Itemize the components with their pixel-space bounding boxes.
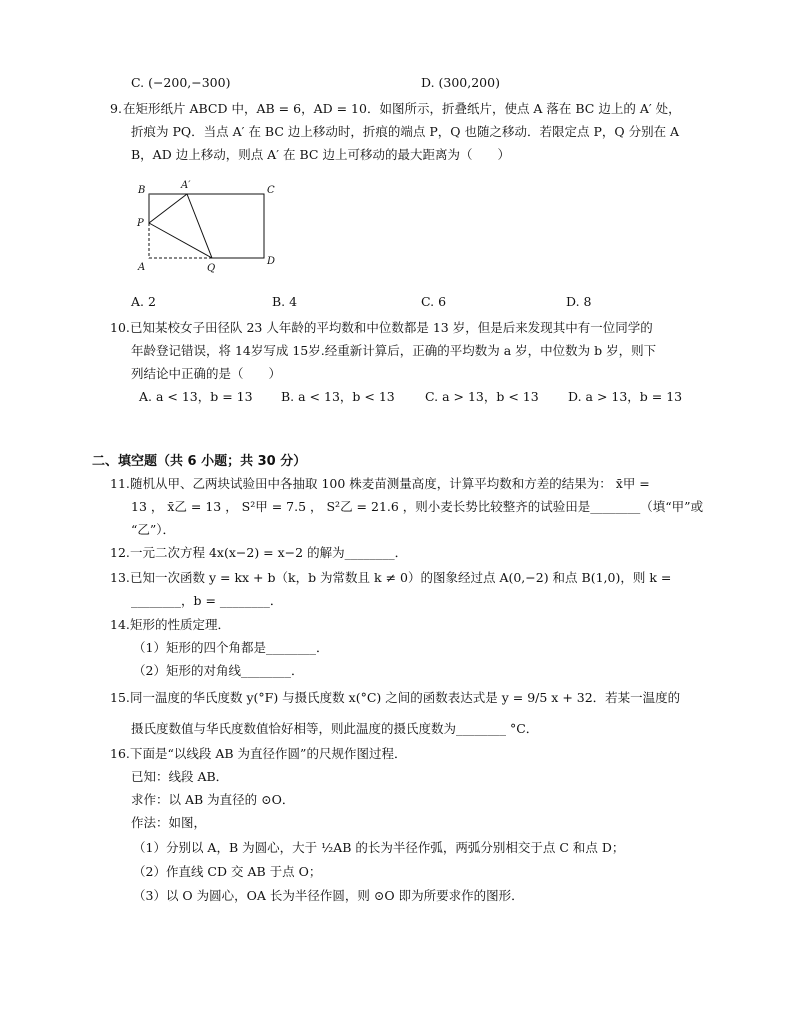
crease-pq <box>149 223 212 258</box>
question-9-line-2: 折痕为 PQ．当点 A′ 在 BC 边上移动时，折痕的端点 P，Q 也随之移动．若限定点 P，Q 分别在 A <box>131 124 680 139</box>
question-10-line-2: 年龄登记错误，将 14岁写成 15岁.经重新计算后，正确的平均数为 a 岁，中位数为 b 岁，则下 <box>131 343 657 358</box>
question-14-item-2: （2）矩形的对角线________． <box>133 663 304 678</box>
segment-a-prime-q <box>187 194 212 258</box>
label-a: A <box>138 262 146 273</box>
question-11-line-3: “乙”）． <box>131 522 176 537</box>
question-9-option-b: B. 4 <box>272 294 298 309</box>
question-16-number: 16. <box>110 746 130 761</box>
label-c: C <box>267 185 275 196</box>
question-10-line-1: 已知某校女子田径队 23 人年龄的平均数和中位数都是 13 岁，但是后来发现其中有一位同学的 <box>130 320 653 335</box>
question-15-line-1: 同一温度的华氏度数 y(°F) 与摄氏度数 x(°C) 之间的函数表达式是 y = 9/5 x + 32．若某一温度的 <box>130 690 681 705</box>
label-b: B <box>138 185 146 196</box>
question-15-number: 15. <box>110 690 130 705</box>
question-14-text: 矩形的性质定理． <box>130 617 231 632</box>
question-16-step-3: （3）以 O 为圆心，OA 长为半径作圆，则 ⊙O 即为所要求作的图形． <box>133 888 524 903</box>
question-11-number: 11. <box>110 476 130 491</box>
question-10-number: 10. <box>110 320 130 335</box>
question-10-option-a: A. a < 13，b = 13 <box>139 389 253 404</box>
label-a-prime: A′ <box>181 180 191 191</box>
question-16-step-2: （2）作直线 CD 交 AB 于点 O； <box>133 864 322 879</box>
question-12-text: 一元二次方程 4x(x−2) = x−2 的解为________． <box>130 545 408 560</box>
section-2-title: 二、填空题（共 6 小题；共 30 分） <box>92 454 307 469</box>
question-16-line-1: 下面是“以线段 AB 为直径作圆”的尺规作图过程． <box>130 746 407 761</box>
question-14-number: 14. <box>110 617 130 632</box>
question-13-number: 13. <box>110 570 130 585</box>
question-13-line-1: 已知一次函数 y = kx + b（k，b 为常数且 k ≠ 0）的图象经过点 A(0,−2) 和点 B(1,0)，则 k = <box>130 570 672 585</box>
label-q: Q <box>207 263 216 274</box>
question-9-number: 9. <box>110 101 122 116</box>
question-16-method: 作法：如图， <box>131 815 207 830</box>
question-9-option-d: D. 8 <box>566 294 592 309</box>
question-9-line-1: 在矩形纸片 ABCD 中，AB = 6，AD = 10．如图所示，折叠纸片，使点 A 落在 BC 边上的 A′ 处， <box>123 101 681 116</box>
question-15-line-2: 摄氏度数值与华氏度数值恰好相等，则此温度的摄氏度数为________ °C． <box>131 721 539 736</box>
question-10-option-b: B. a < 13，b < 13 <box>281 389 395 404</box>
rectangle-fold-figure <box>132 176 282 276</box>
label-d: D <box>267 256 276 267</box>
rectangle-abcd <box>149 194 264 258</box>
question-11-line-1: 随机从甲、乙两块试验田中各抽取 100 株麦苗测量高度，计算平均数和方差的结果为： x̄甲 = <box>130 476 650 491</box>
segment-pa-prime <box>149 194 187 223</box>
option-c-prev: C. (−200,−300) <box>131 75 231 90</box>
question-16-step-1: （1）分别以 A，B 为圆心，大于 ½AB 的长为半径作弧，两弧分别相交于点 C 和点 D； <box>133 840 625 855</box>
question-16-construct: 求作：以 AB 为直径的 ⊙O． <box>131 792 295 807</box>
question-10-option-c: C. a > 13，b < 13 <box>425 389 539 404</box>
question-10-line-3: 列结论中正确的是（ ） <box>131 366 282 381</box>
question-9-line-3: B，AD 边上移动，则点 A′ 在 BC 边上可移动的最大距离为（ ） <box>131 147 510 162</box>
option-d-prev: D. (300,200) <box>421 75 500 90</box>
question-9-option-c: C. 6 <box>421 294 447 309</box>
question-12-number: 12. <box>110 545 130 560</box>
question-14-item-1: （1）矩形的四个角都是________． <box>133 640 329 655</box>
question-16-given: 已知：线段 AB． <box>131 769 229 784</box>
label-p: P <box>137 218 144 229</box>
question-10-option-d: D. a > 13，b = 13 <box>568 389 683 404</box>
question-11-line-2: 13 ， x̄乙 = 13 ， S²甲 = 7.5 ， S²乙 = 21.6 ，则小麦长势比较整齐的试验田是________（填“甲”或 <box>131 499 704 514</box>
question-13-line-2: ________，b = ________． <box>131 593 283 608</box>
question-9-option-a: A. 2 <box>131 294 156 309</box>
